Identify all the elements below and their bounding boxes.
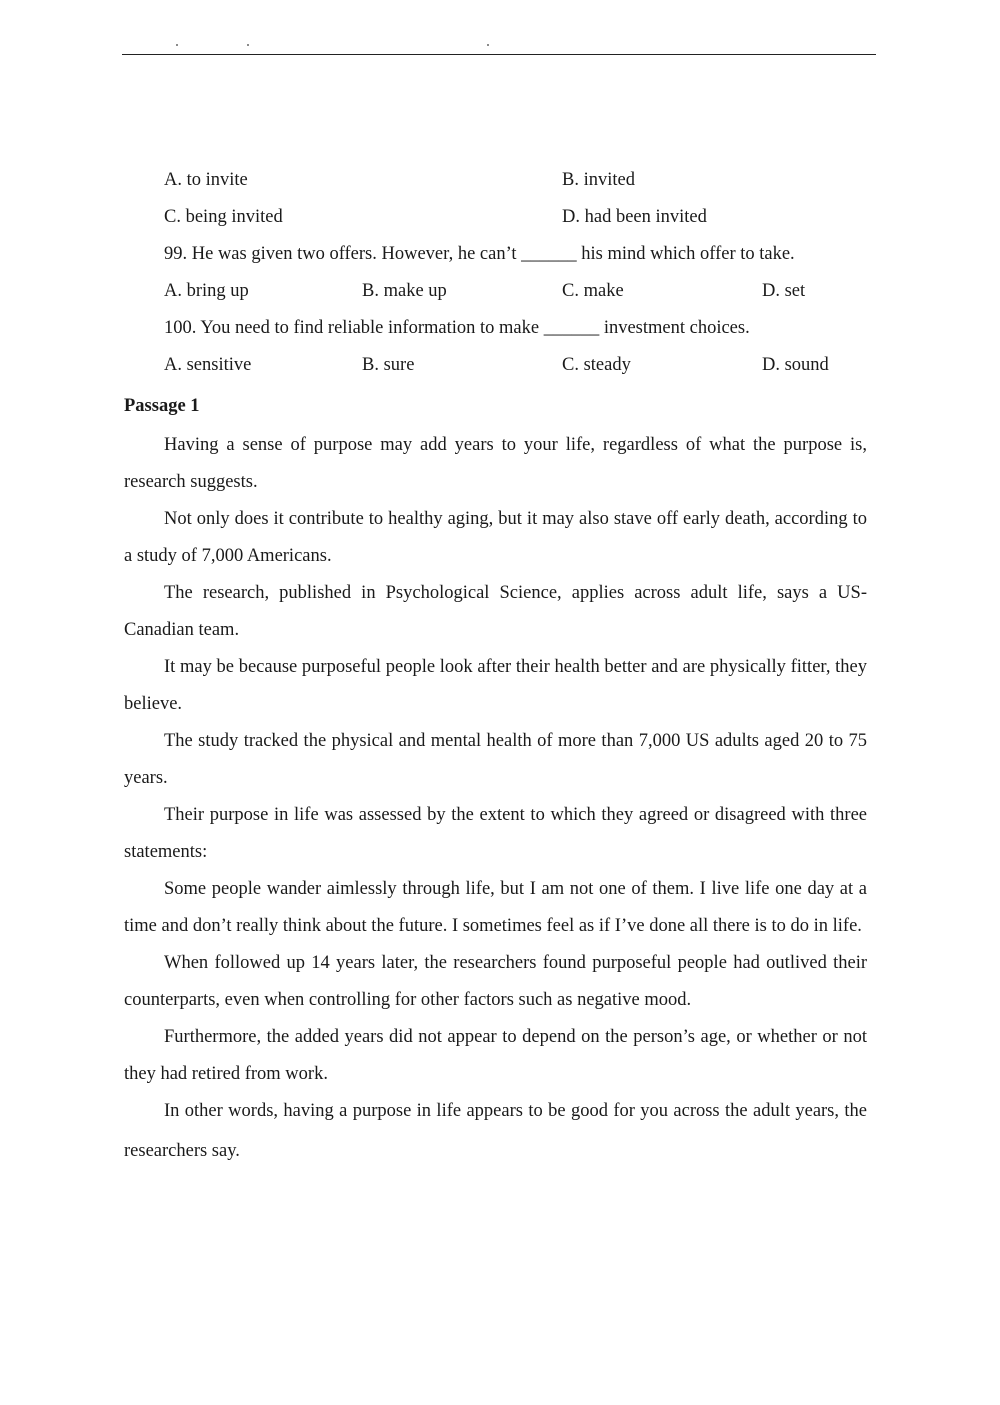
option-a: A. bring up	[164, 281, 249, 301]
option-c: C. steady	[562, 355, 631, 375]
options-row	[124, 166, 867, 203]
paragraph: Some people wander aimlessly through life, but I am not one of them. I live life one day at a time and don’t really think about the future. I sometimes feel as if I’ve done all there is to do in life.	[124, 879, 867, 936]
options-row	[124, 277, 867, 314]
paragraph: When followed up 14 years later, the researchers found purposeful people had outlived their counterparts, even when controlling for other factors such as negative mood.	[124, 953, 867, 1010]
question-99-stem: 99. He was given two offers. However, he can’t ______ his mind which offer to take.	[164, 244, 795, 264]
option-d: D. sound	[762, 355, 829, 375]
option-b: B. invited	[562, 170, 635, 190]
header-rule	[122, 54, 876, 55]
options-row	[124, 203, 867, 240]
passage-title: Passage 1	[124, 396, 200, 416]
page-content	[124, 166, 867, 1171]
option-a: A. sensitive	[164, 355, 252, 375]
option-d: D. had been invited	[562, 207, 707, 227]
paragraph: The study tracked the physical and mental health of more than 7,000 US adults aged 20 to 75 years.	[124, 731, 867, 788]
paragraph: In other words, having a purpose in life appears to be good for you across the adult years, the researchers say.	[124, 1101, 867, 1161]
header-dot	[176, 44, 178, 46]
paragraph: Having a sense of purpose may add years to your life, regardless of what the purpose is, research suggests.	[124, 435, 867, 492]
option-b: B. make up	[362, 281, 447, 301]
paragraph: Not only does it contribute to healthy aging, but it may also stave off early death, according to a study of 7,000 Americans.	[124, 509, 867, 566]
paragraph: Furthermore, the added years did not appear to depend on the person’s age, or whether or not they had retired from work.	[124, 1027, 867, 1084]
option-c: C. being invited	[164, 207, 283, 227]
question-100-stem: 100. You need to find reliable information to make ______ investment choices.	[164, 318, 750, 338]
header-dot	[487, 44, 489, 46]
paragraph: It may be because purposeful people look after their health better and are physically fitter, they believe.	[124, 657, 867, 714]
options-row	[124, 351, 867, 388]
option-a: A. to invite	[164, 170, 248, 190]
option-b: B. sure	[362, 355, 415, 375]
option-c: C. make	[562, 281, 624, 301]
paragraph: Their purpose in life was assessed by the extent to which they agreed or disagreed with three statements:	[124, 805, 867, 862]
header-dot	[247, 44, 249, 46]
option-d: D. set	[762, 281, 806, 301]
paragraph: The research, published in Psychological Science, applies across adult life, says a US-Canadian team.	[124, 583, 867, 640]
